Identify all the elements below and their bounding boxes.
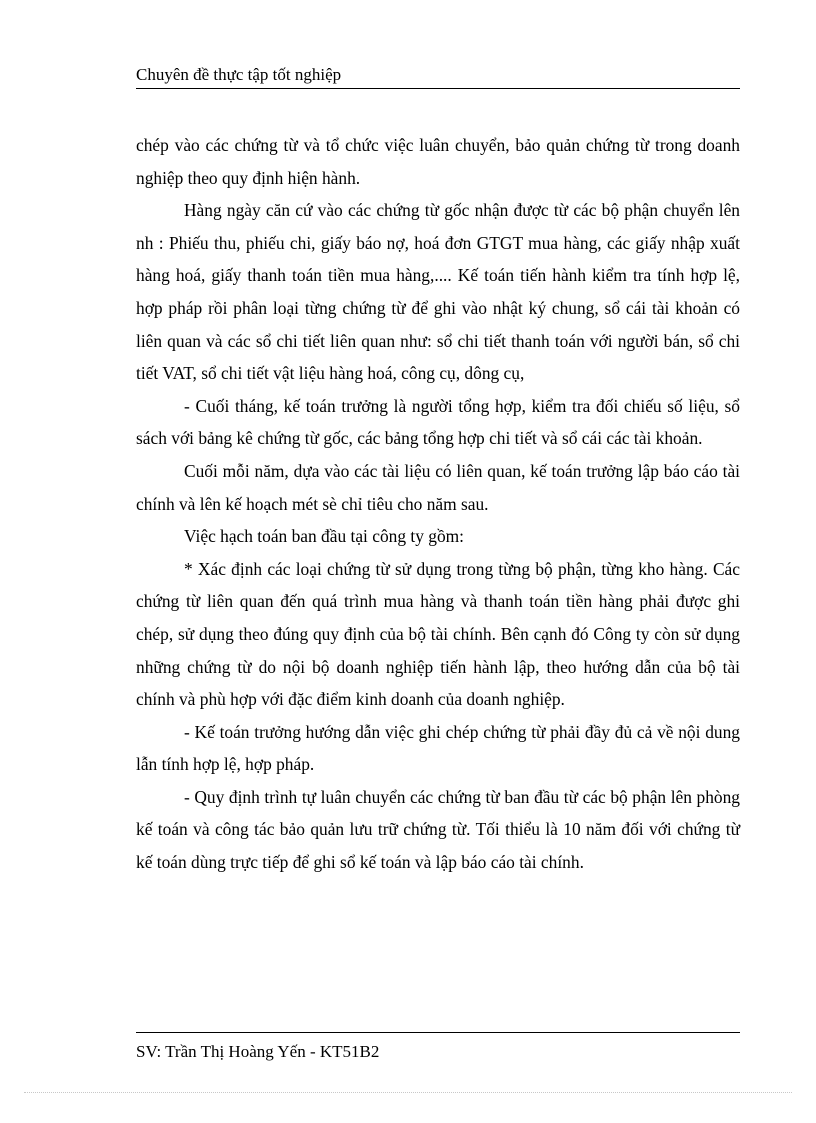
paragraph-daily-vouchers: Hàng ngày căn cứ vào các chứng từ gốc nhận được từ các bộ phận chuyển lên nh : Phiếu thu, phiếu chi, giấy báo nợ, hoá đơn GTGT mua hàng, các giấy nhập xuất hàng hoá, giấy thanh toán tiền mua hàng,.... Kế toán tiến hành kiểm tra tính hợp lệ, hợp pháp rồi phân loại từng chứng từ để ghi vào nhật ký chung, sổ cái tài khoản có liên quan và các sổ chi tiết liên quan như: sổ chi tiết thanh toán với người bán, sổ chi tiết VAT, sổ chi tiết vật liệu hàng hoá, công cụ, dông cụ, [136,200,740,384]
paragraph-chief-accountant: - Kế toán trưởng hướng dẫn việc ghi chép chứng từ phải đầy đủ cả về nội dung lẫn tính hợp lệ, hợp pháp. [136,721,740,775]
paragraph-month-end: - Cuối tháng, kế toán trưởng là người tổng hợp, kiểm tra đối chiếu số liệu, sổ sách với bảng kê chứng từ gốc, các bảng tổng hợp chi tiết và sổ cái các tài khoản. [136,395,740,449]
page-footer [136,1032,740,1063]
document-body [136,129,740,879]
page-bottom-divider [24,1092,792,1093]
paragraph-voucher-flow: - Quy định trình tự luân chuyển các chứng từ ban đầu từ các bộ phận lên phòng kế toán và công tác bảo quản lưu trữ chứng từ. Tối thiểu là 10 năm đối với chứng từ kế toán dùng trực tiếp để ghi sổ kế toán và lập báo cáo tài chính. [136,786,740,873]
footer-student: SV: Trần Thị Hoàng Yến - KT51B2 [136,1042,380,1061]
paragraph-voucher-types: * Xác định các loại chứng từ sử dụng trong từng bộ phận, từng kho hàng. Các chứng từ liên quan đến quá trình mua hàng và thanh toán tiền hàng phải được ghi chép, sử dụng theo đúng quy định của bộ tài chính. Bên cạnh đó Công ty còn sử dụng những chứng từ do nội bộ doanh nghiệp tiến hành lập, theo hướng dẫn của bộ tài chính và phù hợp với đặc điểm kinh doanh của doanh nghiệp. [136,558,740,710]
paragraph-initial-accounting: Việc hạch toán ban đầu tại công ty gồm: [184,526,465,547]
paragraph-continuation: chép vào các chứng từ và tổ chức việc luân chuyển, bảo quản chứng từ trong doanh nghiệp theo quy định hiện hành. [136,135,740,188]
header-title: Chuyên đề thực tập tốt nghiệp [136,65,342,84]
page-header [136,64,740,89]
paragraph-year-end: Cuối mỗi năm, dựa vào các tài liệu có liên quan, kế toán trưởng lập báo cáo tài chính và lên kế hoạch mét sè chỉ tiêu cho năm sau. [136,460,740,514]
